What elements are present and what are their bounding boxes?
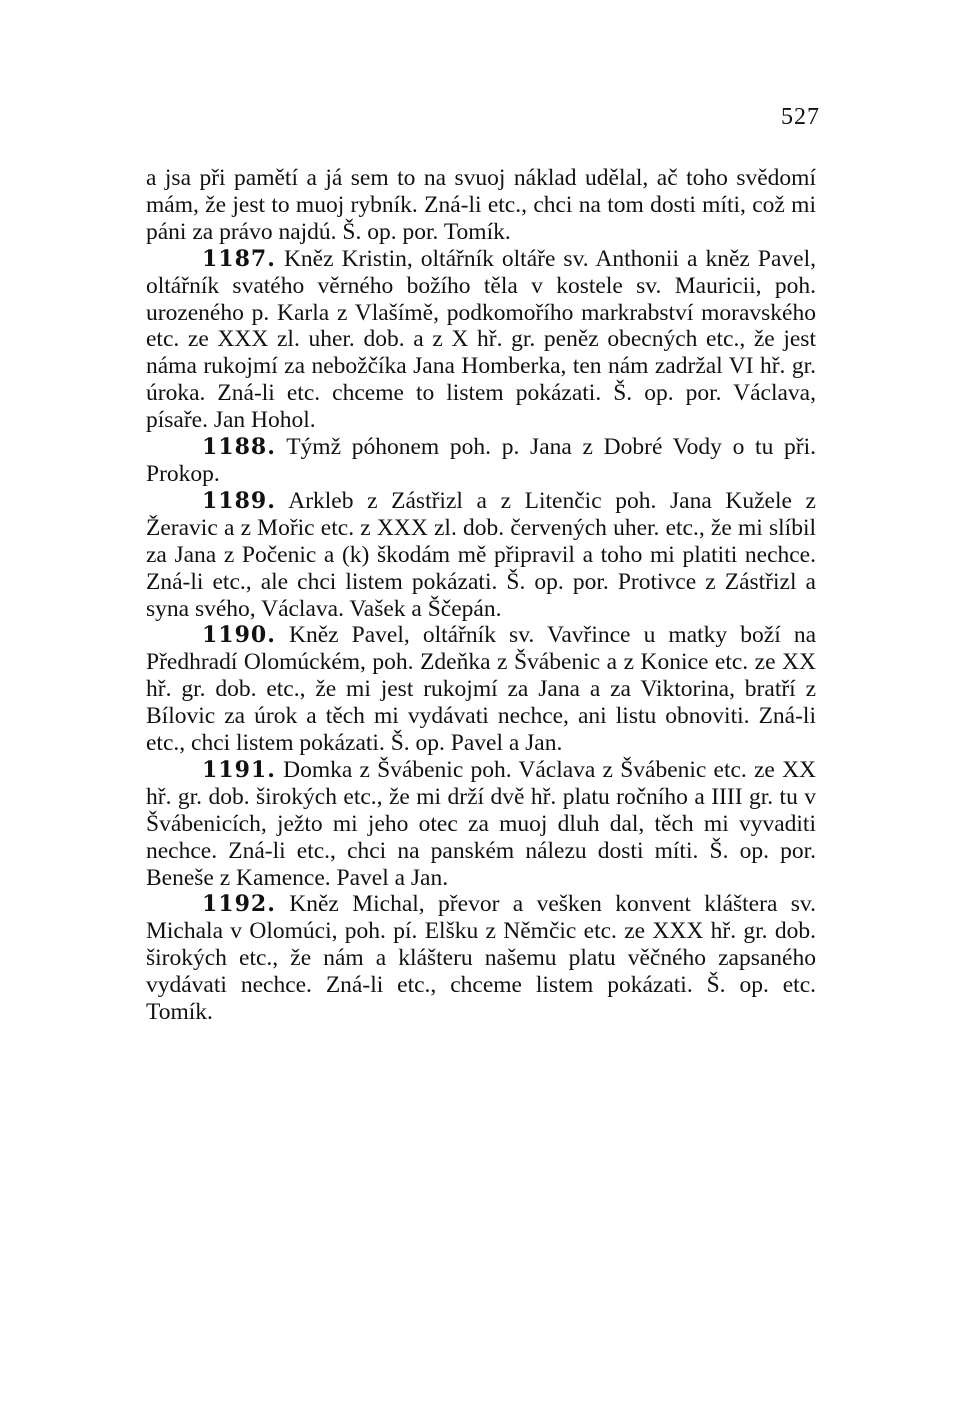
entry-number: 1189. — [202, 487, 276, 514]
text-body — [146, 165, 816, 1026]
entry-text: Arkleb z Zástřizl a z Litenčic poh. Jana Kužele z Žeravic a z Mořic etc. z XXX zl. dob. červených uher. etc., že mi slíbil za Jana z Počenic a (k) škodám mě připravil a toho mi platiti nechce. Zná-li etc., ale chci listem pokázati. Š. op. por. Protivce z Zástřizl a syna svého, Václava. Vašek a Ščepán. — [146, 487, 816, 622]
entry-text: Kněz Pavel, oltářník sv. Vavřince u matky boží na Předhradí Olomúckém, poh. Zdeňka z Švábenic a z Konice etc. ze XX hř. gr. dob. etc., že mi jest rukojmí za Jana a za Viktorina, bratří z Bílovic za úrok a těch mi vydávati nechce, ani listu obnoviti. Zná-li etc., chci listem pokázati. Š. op. Pavel a Jan. — [146, 622, 816, 757]
entry-number: 1187. — [202, 245, 276, 272]
entry-1190 — [146, 622, 816, 757]
entry-text: Kněz Kristin, oltářník oltáře sv. Anthonii a kněz Pavel, oltářník svatého věrného božího těla v kostele sv. Mauricii, poh. urozeného p. Karla z Vlašímě, podkomořího markrabství moravského etc. ze XXX zl. uher. dob. a z X hř. gr. peněz obecných etc., že jest náma rukojmí za nebožčíka Jana Homberka, ten nám zadržal VI hř. gr. úroka. Zná-li etc. chceme to listem pokázati. Š. op. por. Václava, písaře. Jan Hohol. — [146, 245, 816, 434]
page-number: 527 — [781, 104, 820, 130]
entry-1188 — [146, 434, 816, 488]
entry-1192 — [146, 891, 816, 1026]
entry-number: 1188. — [202, 434, 276, 461]
entry-number: 1190. — [202, 622, 276, 649]
entry-number: 1192. — [202, 891, 276, 918]
entry-text: Domka z Švábenic poh. Václava z Švábenic etc. ze XX hř. gr. dob. širokých etc., že mi drží dvě hř. platu ročního a IIII gr. tu v Švábenicích, ježto mi jeho otec za muoj dluh dal, těch mi vyvaditi nechce. Zná-li etc., chci na panském nálezu dosti míti. Š. op. por. Beneše z Kamence. Pavel a Jan. — [146, 756, 817, 891]
continuation-paragraph: a jsa při pamětí a já sem to na svuoj náklad udělal, ač toho svědomí mám, že jest to muoj rybník. Zná-li etc., chci na tom dosti míti, což mi páni za právo najdú. Š. op. por. Tomík. — [146, 165, 816, 245]
entry-text: Týmž póhonem poh. p. Jana z Dobré Vody o tu při. Prokop. — [146, 434, 817, 487]
entry-1187 — [146, 246, 816, 434]
entry-1189 — [146, 488, 816, 623]
entry-text: Kněz Michal, převor a vešken konvent kláštera sv. Michala v Olomúci, poh. pí. Elšku z Němčic etc. ze XXX hř. gr. dob. širokých etc., že nám a klášteru našemu platu věčného zapsaného vydávati nechce. Zná-li etc., chceme listem pokázati. Š. op. etc. Tomík. — [146, 891, 816, 1026]
entry-number: 1191. — [202, 756, 276, 783]
entry-1191 — [146, 757, 816, 892]
